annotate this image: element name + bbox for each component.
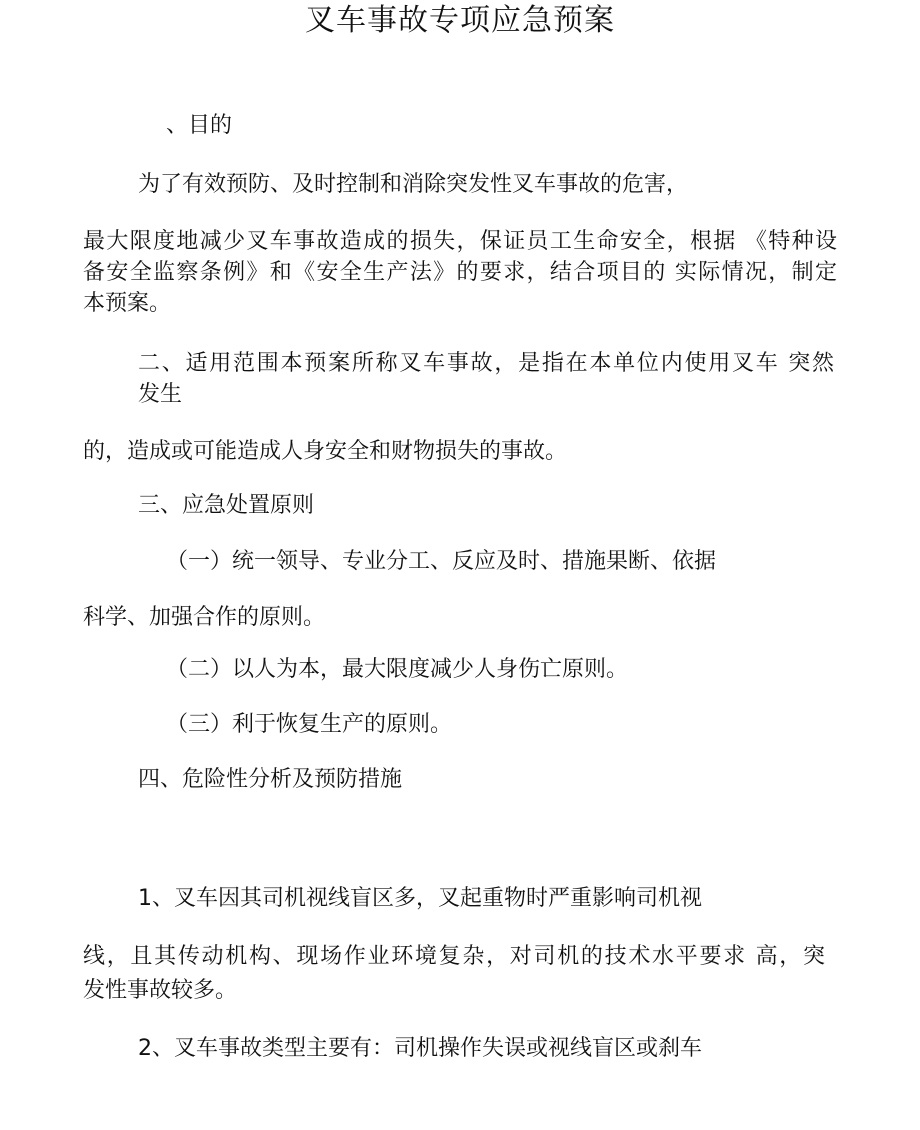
principle-3: （三）利于恢复生产的原则。 <box>166 712 453 737</box>
analysis-item-1-text: 、叉车因其司机视线盲区多，叉起重物时严重影响司机视 <box>152 886 703 911</box>
section-3-heading: 三、应急处置原则 <box>138 493 315 518</box>
analysis-item-2-text: 、叉车事故类型主要有：司机操作失误或视线盲区或刹车 <box>152 1036 703 1061</box>
section-1-heading: 、目的 <box>166 113 233 138</box>
paragraph-purpose-line-1: 为了有效预防、及时控制和消除突发性叉车事故的危害， <box>138 172 689 197</box>
section-2-line-2: 发生 <box>138 382 183 407</box>
analysis-item-1-line-3: 发性事故较多。 <box>83 978 238 1003</box>
paragraph-purpose-line-2: 最大限度地减少叉车事故造成的损失，保证员工生命安全，根据 《特种设 <box>83 229 837 254</box>
principle-1-line-1: （一）统一领导、专业分工、反应及时、措施果断、依据 <box>166 549 717 574</box>
document-title: 叉车事故专项应急预案 <box>305 3 615 38</box>
analysis-item-2-number: 2 <box>138 1036 152 1061</box>
analysis-item-2-line-1 <box>138 1032 702 1066</box>
section-4-heading: 四、危险性分析及预防措施 <box>138 767 403 792</box>
principle-1-line-2: 科学、加强合作的原则。 <box>83 605 326 630</box>
section-2-line-1: 二、适用范围本预案所称叉车事故，是指在本单位内使用叉车 突然 <box>138 351 834 376</box>
analysis-item-1-line-2: 线，且其传动机构、现场作业环境复杂，对司机的技术水平要求 高，突 <box>83 944 825 969</box>
analysis-item-1-number: 1 <box>138 886 152 911</box>
paragraph-purpose-line-4: 本预案。 <box>83 291 172 316</box>
analysis-item-1-line-1 <box>138 882 702 916</box>
paragraph-purpose-line-3: 备安全监察条例》和《安全生产法》的要求，结合项目的 实际情况，制定 <box>83 260 837 285</box>
section-2-line-3: 的，造成或可能造成人身安全和财物损失的事故。 <box>83 439 568 464</box>
principle-2: （二）以人为本，最大限度减少人身伤亡原则。 <box>166 657 629 682</box>
